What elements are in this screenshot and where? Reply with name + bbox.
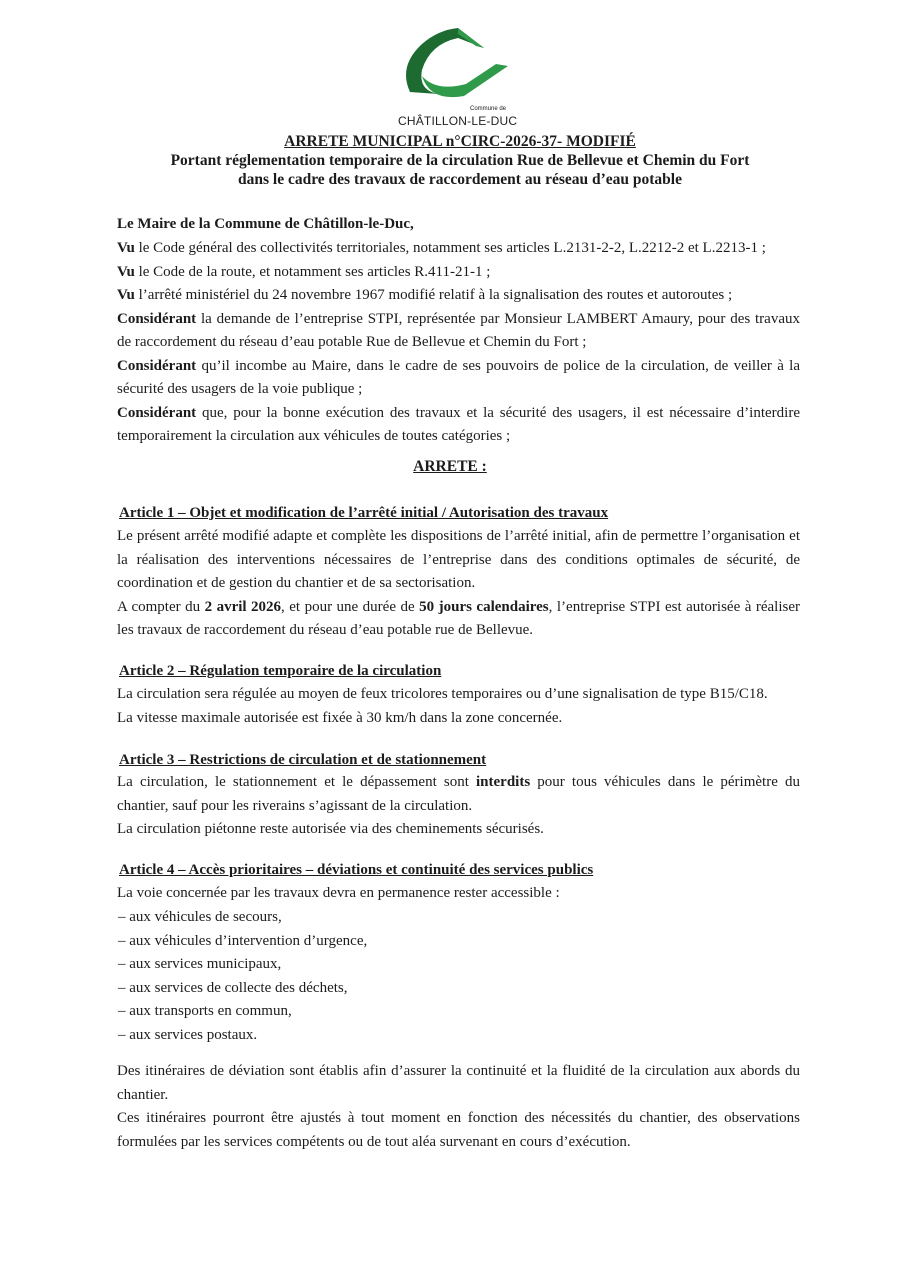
logo-commune-prefix: Commune de: [470, 106, 507, 112]
list-item: – aux services municipaux,: [118, 956, 282, 972]
article-3-para: La circulation, le stationnement et le dépassement sont interdits pour tous véhicules dans le périmètre du chantier, sauf pour les riverains s’agissant de la circulation.: [117, 774, 800, 814]
article-1-para: Le présent arrêté modifié adapte et complète les dispositions de l’arrêté initial, afin de permettre l’organisation et la réalisation des interventions nécessaires de l’entreprise dans des conditions optimales de sécurité, de coordination et de gestion du chantier et de sa sectorisation.: [117, 528, 800, 591]
preamble-item: Vu le Code de la route, et notamment ses articles R.411-21-1 ;: [117, 263, 491, 280]
list-item: – aux services de collecte des déchets,: [118, 979, 348, 996]
logo-commune-name: CHÂTILLON-LE-DUC: [398, 114, 518, 128]
list-item: – aux transports en commun,: [118, 1003, 292, 1019]
preamble: [117, 237, 800, 449]
preamble-item: Considérant la demande de l’entreprise STPI, représentée par Monsieur LAMBERT Amaury, pour des travaux de raccordement du réseau d’eau potable Rue de Bellevue et Chemin du Fort ;: [117, 310, 800, 350]
arrete-heading: ARRETE :: [413, 458, 487, 475]
commune-logo: [392, 26, 522, 128]
article-1-para: A compter du 2 avril 2026, et pour une durée de 50 jours calendaires, l’entreprise STPI est autorisée à réaliser les travaux de raccordement du réseau d’eau potable rue de Bellevue.: [117, 598, 800, 638]
article-3-body: [117, 771, 800, 842]
article-4-para: Ces itinéraires pourront être ajustés à tout moment en fonction des nécessités du chantier, des observations formulées par les services compétents ou de tout aléa survenant en cours d’exécution.: [117, 1110, 800, 1150]
article-3-title: Article 3 – Restrictions de circulation et de stationnement: [119, 752, 487, 768]
article-1-title: Article 1 – Objet et modification de l’arrêté initial / Autorisation des travaux: [119, 505, 609, 521]
decree-subtitle-line2: dans le cadre des travaux de raccordement au réseau d’eau potable: [237, 171, 682, 188]
article-2-line: La circulation sera régulée au moyen de feux tricolores temporaires ou d’une signalisation de type B15/C18.: [117, 686, 768, 702]
decree-subtitle-line1: Portant réglementation temporaire de la circulation Rue de Bellevue et Chemin du Fort: [170, 152, 750, 169]
preamble-item: Considérant que, pour la bonne exécution des travaux et la sécurité des usagers, il est nécessaire d’interdire temporairement la circulation aux véhicules de toutes catégories ;: [117, 404, 800, 444]
article-2-line: La vitesse maximale autorisée est fixée à 30 km/h dans la zone concernée.: [117, 709, 563, 726]
article-4-deviation: [117, 1060, 800, 1154]
preamble-item: Vu l’arrêté ministériel du 24 novembre 1967 modifié relatif à la signalisation des routes et autoroutes ;: [117, 287, 733, 303]
article-4-title: Article 4 – Accès prioritaires – déviations et continuité des services publics: [119, 862, 594, 878]
preamble-item: Vu le Code général des collectivités territoriales, notamment ses articles L.2131-2-2, L.2212-2 et L.2213-1 ;: [117, 240, 766, 256]
article-4-para: Des itinéraires de déviation sont établis afin d’assurer la continuité et la fluidité de la circulation aux abords du chantier.: [117, 1063, 800, 1103]
article-3-para: La circulation piétonne reste autorisée via des cheminements sécurisés.: [117, 821, 544, 837]
article-4-intro: La voie concernée par les travaux devra en permanence rester accessible :: [117, 885, 560, 901]
mayor-line: Le Maire de la Commune de Châtillon-le-Duc,: [117, 216, 414, 232]
article-4-list: [118, 906, 367, 1047]
list-item: – aux services postaux.: [118, 1026, 258, 1043]
article-2-title: Article 2 – Régulation temporaire de la circulation: [119, 663, 442, 679]
commune-logo-icon: [400, 26, 512, 106]
list-item: – aux véhicules de secours,: [118, 909, 282, 925]
list-item: – aux véhicules d’intervention d’urgence,: [118, 932, 368, 949]
article-2-body: [117, 683, 800, 730]
decree-title: ARRETE MUNICIPAL n°CIRC-2026-37- MODIFIÉ: [284, 133, 636, 150]
article-1-body: [117, 525, 800, 643]
preamble-item: Considérant qu’il incombe au Maire, dans le cadre de ses pouvoirs de police de la circulation, de veiller à la sécurité des usagers de la voie publique ;: [117, 357, 800, 397]
